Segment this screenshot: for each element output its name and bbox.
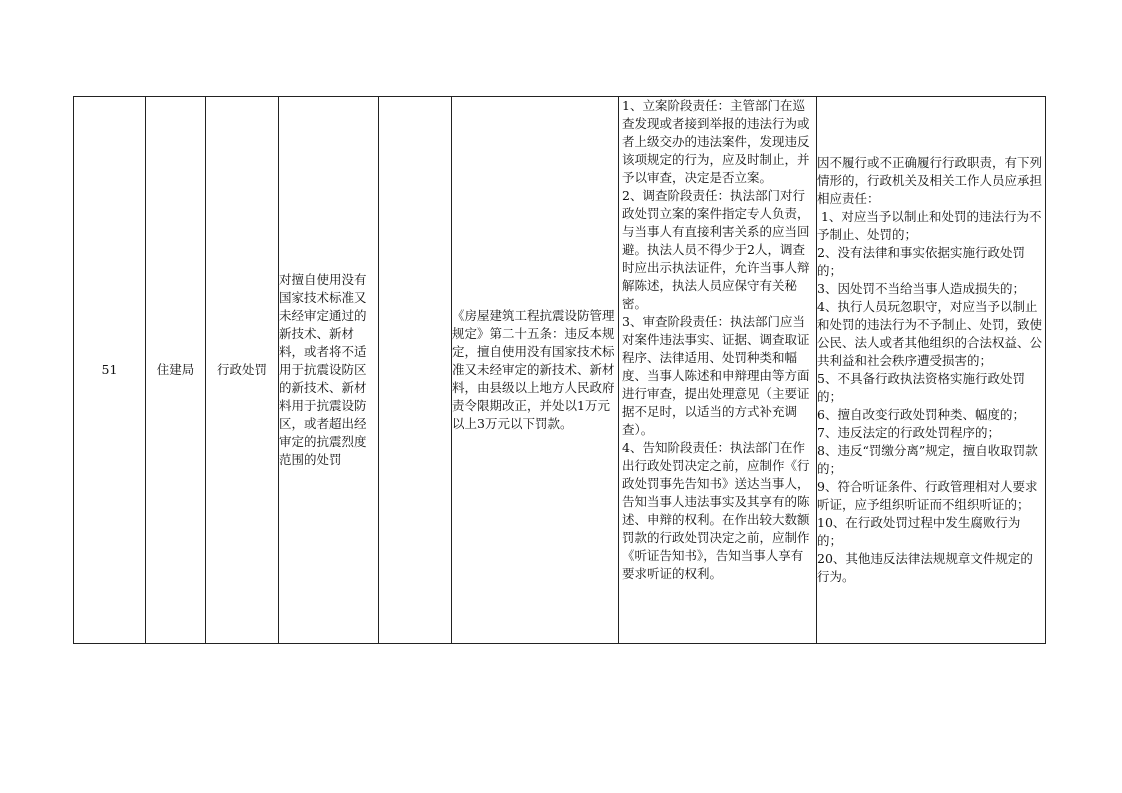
item-name-cell: 对擅自使用没有国家技术标准又未经审定通过的新技术、新材料，或者将不适用于抗震设防区的新技术、新材料用于抗震设防区，或者超出经审定的抗震烈度范围的处罚: [279, 97, 379, 644]
legal-basis-cell: 《房屋建筑工程抗震设防管理规定》第二十五条：违反本规定，擅自使用没有国家技术标准又未经审定的新技术、新材料，由县级以上地方人民政府责令限期改正，并处以1万元以上3万元以下罚款。: [452, 97, 619, 644]
responsibility-item: 4、告知阶段责任：执法部门在作出行政处罚决定之前，应制作《行政处罚事先告知书》送达当事人，告知当事人违法事实及其享有的陈述、申辩的权利。在作出较大数额罚款的行政处罚决定之前，应制作《听证告知书》，告知当事人享有要求听证的权利。: [622, 440, 810, 581]
department-cell: 住建局: [146, 97, 206, 644]
accountability-item: 20、其他违反法律法规规章文件规定的行为。: [817, 551, 1033, 584]
responsibility-item: 2、调查阶段责任：执法部门对行政处罚立案的案件指定专人负责，与当事人有直接利害关系的应当回避。执法人员不得少于2人，调查时应出示执法证件，允许当事人辩解陈述，执法人员应保守有关秘密。: [622, 188, 810, 311]
accountability-item: 10、在行政处罚过程中发生腐败行为的；: [817, 515, 1021, 548]
accountability-item: 9、符合听证条件、行政管理相对人要求听证，应予组织听证而不组织听证的；: [817, 479, 1038, 512]
accountability-item: 6、擅自改变行政处罚种类、幅度的；: [817, 407, 1025, 422]
power-list-table: [73, 96, 1046, 644]
accountability-cell: [817, 97, 1046, 644]
accountability-item: 2、没有法律和事实依据实施行政处罚的；: [817, 245, 1025, 278]
accountability-item: 3、因处罚不当给当事人造成损失的；: [817, 281, 1025, 296]
responsibility-clip: [619, 97, 816, 643]
row-number: 51: [74, 97, 146, 644]
accountability-item: 8、违反“罚缴分离”规定，擅自收取罚款的；: [817, 443, 1038, 476]
accountability-item: 4、执行人员玩忽职守，对应当予以制止和处罚的违法行为不予制止、处罚，致使公民、法人或者其他组织的合法权益、公共利益和社会秩序遭受损害的；: [817, 299, 1043, 368]
responsibility-list: [622, 97, 813, 583]
accountability-item: 1、对应当予以制止和处罚的违法行为不予制止、处罚的；: [817, 209, 1042, 242]
responsibility-item: 1、立案阶段责任：主管部门在巡查发现或者接到举报的违法行为或者上级交办的违法案件，发现违反该项规定的行为，应及时制止，并予以审查，决定是否立案。: [622, 98, 810, 185]
subitem-cell: [379, 97, 452, 644]
table-row: [74, 97, 1046, 644]
responsibility-cell: [619, 97, 817, 644]
category-cell: 行政处罚: [206, 97, 279, 644]
responsibility-item: 3、审查阶段责任：执法部门应当对案件违法事实、证据、调查取证程序、法律适用、处罚种类和幅度、当事人陈述和申辩理由等方面进行审查，提出处理意见（主要证据不足时，以适当的方式补充调查）。: [622, 314, 810, 437]
accountability-item: 7、违反法定的行政处罚程序的；: [817, 425, 1000, 440]
accountability-item: 5、不具备行政执法资格实施行政处罚的；: [817, 371, 1025, 404]
accountability-item: 因不履行或不正确履行行政职责，有下列情形的，行政机关及相关工作人员应承担相应责任：: [817, 155, 1043, 206]
